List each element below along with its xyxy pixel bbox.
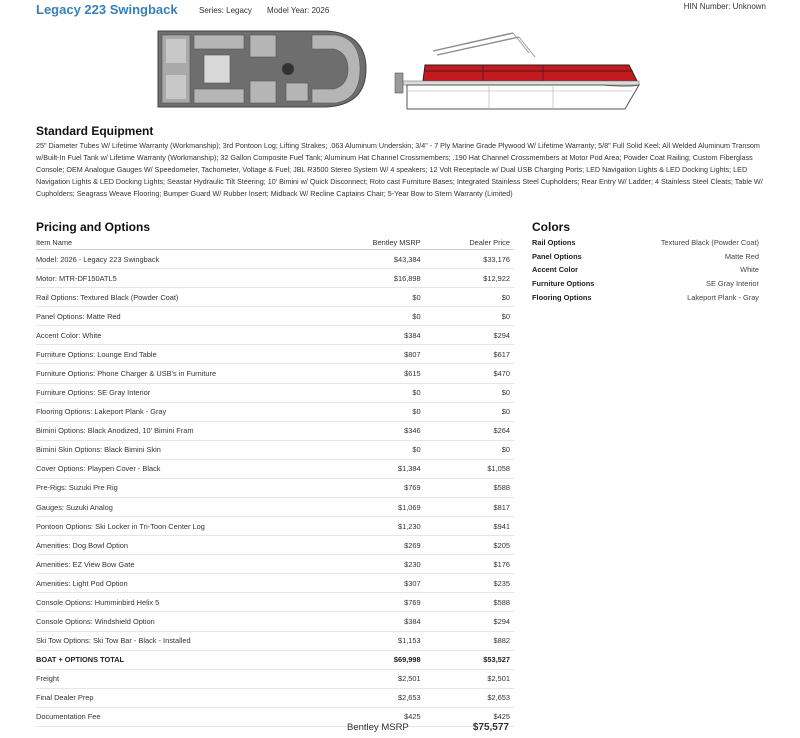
msrp-value: $1,069: [333, 498, 426, 517]
series-label: Series: Legacy: [199, 6, 252, 15]
dealer-price-value: $425: [427, 707, 514, 726]
table-row: [36, 250, 514, 269]
item-name: Furniture Options: SE Gray Interior: [36, 383, 333, 402]
item-name: Gauges: Suzuki Analog: [36, 498, 333, 517]
dealer-price-value: $0: [427, 402, 514, 421]
table-row: [36, 498, 514, 517]
item-name: Ski Tow Options: Ski Tow Bar - Black - Installed: [36, 631, 333, 650]
summary-label: Bentley MSRP: [347, 722, 409, 733]
color-option-label: Rail Options: [532, 238, 576, 248]
color-option-label: Flooring Options: [532, 292, 592, 302]
color-option-label: Panel Options: [532, 251, 582, 261]
dealer-price-value: $817: [427, 498, 514, 517]
table-row: [36, 517, 514, 536]
item-name: Console Options: Windshield Option: [36, 612, 333, 631]
table-row: [36, 612, 514, 631]
color-option-value: Lakeport Plank - Gray: [687, 292, 759, 302]
color-option-label: Accent Color: [532, 265, 578, 275]
table-row: [36, 307, 514, 326]
msrp-value: $69,998: [333, 650, 426, 669]
msrp-value: $769: [333, 593, 426, 612]
item-name: BOAT + OPTIONS TOTAL: [36, 650, 333, 669]
dealer-price-value: $235: [427, 574, 514, 593]
dealer-price-value: $0: [427, 440, 514, 459]
table-row: [36, 326, 514, 345]
dealer-price-value: $53,527: [427, 650, 514, 669]
colors-title: Colors: [532, 220, 571, 234]
table-row: [36, 345, 514, 364]
msrp-value: $0: [333, 440, 426, 459]
msrp-value: $346: [333, 421, 426, 440]
table-row: [36, 383, 514, 402]
table-row: [36, 459, 514, 478]
color-option-row: [532, 250, 759, 264]
item-name: Freight: [36, 669, 333, 688]
msrp-value: $425: [333, 707, 426, 726]
table-row: [36, 555, 514, 574]
dealer-price-value: $882: [427, 631, 514, 650]
msrp-value: $384: [333, 612, 426, 631]
dealer-price-value: $12,922: [427, 269, 514, 288]
item-name: Furniture Options: Lounge End Table: [36, 345, 333, 364]
item-name: Amenities: Light Pod Option: [36, 574, 333, 593]
item-name: Amenities: EZ View Bow Gate: [36, 555, 333, 574]
item-name: Console Options: Humminbird Helix 5: [36, 593, 333, 612]
msrp-value: $0: [333, 402, 426, 421]
hin-number: HIN Number: Unknown: [683, 2, 766, 11]
color-option-row: [532, 263, 759, 277]
color-option-value: SE Gray Interior: [706, 279, 759, 289]
table-row: [36, 574, 514, 593]
msrp-value: $807: [333, 345, 426, 364]
table-row: [36, 536, 514, 555]
table-row: [36, 440, 514, 459]
msrp-value: $0: [333, 307, 426, 326]
dealer-price-value: $0: [427, 288, 514, 307]
msrp-value: $384: [333, 326, 426, 345]
msrp-value: $230: [333, 555, 426, 574]
header-msrp: Bentley MSRP: [333, 236, 426, 250]
item-name: Model: 2026 - Legacy 223 Swingback: [36, 250, 333, 269]
item-name: Rail Options: Textured Black (Powder Coat): [36, 288, 333, 307]
dealer-price-value: $294: [427, 612, 514, 631]
table-row: [36, 669, 514, 688]
color-option-row: [532, 290, 759, 304]
color-option-row: [532, 277, 759, 291]
item-name: Pontoon Options: Ski Locker in Tri-Toon Center Log: [36, 517, 333, 536]
dealer-price-value: $588: [427, 478, 514, 497]
table-row: [36, 593, 514, 612]
pricing-header-row: [36, 236, 514, 250]
pricing-options-title: Pricing and Options: [36, 220, 151, 234]
pricing-body: [36, 250, 514, 727]
item-name: Cover Options: Playpen Cover - Black: [36, 459, 333, 478]
item-name: Pre-Rigs: Suzuki Pre Rig: [36, 478, 333, 497]
item-name: Documentation Fee: [36, 707, 333, 726]
color-option-row: [532, 236, 759, 250]
item-name: Accent Color: White: [36, 326, 333, 345]
table-row: [36, 478, 514, 497]
summary-value: $75,577: [472, 722, 509, 733]
dealer-price-value: $1,058: [427, 459, 514, 478]
model-year-label: Model Year: 2026: [267, 6, 330, 15]
msrp-value: $0: [333, 288, 426, 307]
dealer-price-value: $470: [427, 364, 514, 383]
msrp-value: $16,898: [333, 269, 426, 288]
standard-equipment-text: 25" Diameter Tubes W/ Lifetime Warranty (Workmanship); 3rd Pontoon Log; Lifting Strakes; .063 Aluminum Underskin; 3/4" - 7 Ply Marine Grade Plywood W/ Lifetime Warranty; 5/8" Full Solid Keel; All Welded Aluminum Transom w/Built-In Fuel Tank w/ Lifetime Warranty (Workmanship); 32 Gallon Composite Fuel Tank; Aluminum Hat Channel Crossmembers; .190 Hat Channel Crossmembers at Motor Pod Area; Powder Coat Railing; Custom Fiberglass Console; OEM Analogue Gauges W/ Speedometer, Tachometer, Voltage & Fuel; JBL R3500 Stereo System W/ 4 speakers; 12 Volt Receptacle w/ Dual USB Charging Ports; LED Navigation Lights & LED Docking Lights; LED Navigation Lights & LED Docking Lights; Seastar Hydraulic Tilt Steering; 10' Bimini w/ Quick Disconnect; Roto cast Furniture Bases; Integrated Stainless Steel Cupholders; Rear Entry W/ Ladder; 4 Stainless Steel Cleats; Table W/ Cupholders; Seagrass Weave Flooring; Bumper Guard W/ Rubber Insert; Midback W/ Recline Captains Chair; 5-Year Bow to Stern Warranty (Limited): [36, 141, 763, 198]
model-title: Legacy 223 Swingback: [36, 2, 178, 17]
msrp-value: $43,384: [333, 250, 426, 269]
table-row: [36, 402, 514, 421]
table-row: [36, 688, 514, 707]
report-header: [36, 2, 766, 22]
pricing-table: [36, 236, 514, 727]
dealer-price-value: $941: [427, 517, 514, 536]
dealer-price-value: $33,176: [427, 250, 514, 269]
item-name: Flooring Options: Lakeport Plank - Gray: [36, 402, 333, 421]
color-option-value: Matte Red: [724, 251, 759, 261]
total-row: [36, 650, 514, 669]
table-row: [36, 269, 514, 288]
msrp-value: $2,653: [333, 688, 426, 707]
color-option-value: Textured Black (Powder Coat): [660, 238, 759, 248]
msrp-value: $769: [333, 478, 426, 497]
msrp-value: $615: [333, 364, 426, 383]
table-row: [36, 421, 514, 440]
table-row: [36, 631, 514, 650]
dealer-price-value: $205: [427, 536, 514, 555]
dealer-price-value: $294: [427, 326, 514, 345]
header-item-name: Item Name: [36, 236, 333, 250]
color-option-label: Furniture Options: [532, 279, 595, 289]
header-dealer-price: Dealer Price: [427, 236, 514, 250]
msrp-value: $2,501: [333, 669, 426, 688]
item-name: Bimini Skin Options: Black Bimini Skin: [36, 440, 333, 459]
table-row: [36, 707, 514, 726]
item-name: Furniture Options: Phone Charger & USB's in Furniture: [36, 364, 333, 383]
msrp-value: $1,230: [333, 517, 426, 536]
dealer-price-value: $176: [427, 555, 514, 574]
standard-equipment-title: Standard Equipment: [36, 124, 154, 138]
dealer-price-value: $2,653: [427, 688, 514, 707]
dealer-price-value: $0: [427, 383, 514, 402]
table-row: [36, 364, 514, 383]
item-name: Amenities: Dog Bowl Option: [36, 536, 333, 555]
boat-side-view: [393, 29, 648, 111]
dealer-price-value: $264: [427, 421, 514, 440]
colors-table: [532, 236, 759, 304]
msrp-value: $1,384: [333, 459, 426, 478]
msrp-value: $269: [333, 536, 426, 555]
item-name: Panel Options: Matte Red: [36, 307, 333, 326]
dealer-price-value: $617: [427, 345, 514, 364]
msrp-value: $0: [333, 383, 426, 402]
dealer-price-value: $588: [427, 593, 514, 612]
msrp-value: $307: [333, 574, 426, 593]
item-name: Bimini Options: Black Anodized, 10' Bimini Fram: [36, 421, 333, 440]
table-row: [36, 288, 514, 307]
item-name: Motor: MTR-DF150ATL5: [36, 269, 333, 288]
colors-body: [532, 236, 759, 304]
dealer-price-value: $0: [427, 307, 514, 326]
color-option-value: White: [740, 265, 759, 275]
dealer-price-value: $2,501: [427, 669, 514, 688]
item-name: Final Dealer Prep: [36, 688, 333, 707]
msrp-value: $1,153: [333, 631, 426, 650]
boat-top-view: [156, 29, 368, 109]
